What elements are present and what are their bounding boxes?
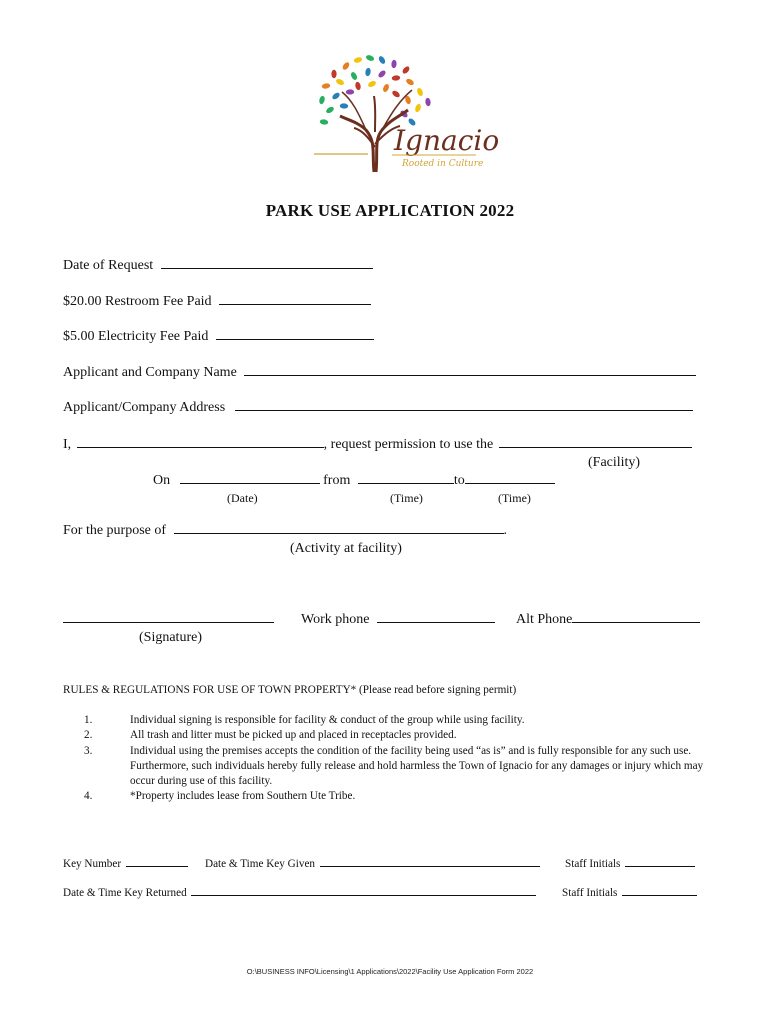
logo-leaf	[391, 60, 397, 69]
logo-leaf	[382, 83, 390, 93]
on-label: On	[153, 473, 171, 488]
applicant-name-row	[63, 365, 696, 381]
electricity-fee-field[interactable]	[216, 338, 374, 340]
key-returned-label: Date & Time Key Returned	[63, 887, 187, 899]
key-number-label: Key Number	[63, 858, 122, 870]
logo-leaf	[365, 67, 372, 76]
permission-row	[63, 437, 692, 453]
rules-list	[62, 713, 722, 805]
logo-leaf	[350, 71, 358, 81]
logo-tagline: Rooted in Culture	[402, 159, 484, 169]
logo-leaf	[405, 78, 415, 87]
logo-leaf	[416, 87, 424, 97]
logo-leaf	[325, 106, 335, 115]
logo-leaf	[321, 83, 330, 90]
permission-prefix: I,	[63, 437, 72, 452]
logo-leaf	[355, 81, 362, 90]
logo-leaf	[319, 119, 328, 125]
end-time-field[interactable]	[465, 482, 555, 484]
logo-leaf	[392, 75, 401, 81]
restroom-fee-field[interactable]	[219, 303, 371, 305]
applicant-address-field[interactable]	[235, 409, 693, 411]
tree-logo-icon	[296, 52, 500, 174]
use-date-field[interactable]	[180, 482, 320, 484]
signature-row	[63, 612, 274, 628]
logo-leaf	[365, 54, 375, 62]
applicant-address-row	[63, 400, 693, 416]
work-phone-label: Work phone	[301, 612, 370, 627]
applicant-address-label: Applicant/Company Address	[63, 400, 226, 415]
logo-leaf	[367, 80, 377, 89]
footer-path: O:\BUSINESS INFO\Licensing\1 Applications\2022\Facility Use Application Form 2022	[246, 967, 534, 976]
rule-item: 2. All trash and litter must be picked up and placed in receptacles provided.	[84, 729, 457, 742]
electricity-fee-row	[63, 329, 374, 345]
date-time-row	[153, 473, 555, 489]
work-phone-row	[301, 612, 495, 628]
staff-initials-field-2[interactable]	[622, 894, 697, 896]
staff-initials-label-1: Staff Initials	[565, 858, 621, 870]
purpose-label: For the purpose of	[63, 523, 167, 538]
applicant-name-field[interactable]	[244, 374, 696, 376]
logo-leaf	[353, 56, 363, 63]
alt-phone-label: Alt Phone	[516, 612, 573, 627]
staff-initials-field-1[interactable]	[625, 865, 695, 867]
rules-heading: RULES & REGULATIONS FOR USE OF TOWN PROPERTY* (Please read before signing permit)	[63, 684, 517, 696]
alt-phone-field[interactable]	[572, 621, 700, 623]
rule-item: 3. Individual using the premises accepts the condition of the facility being used “as is” and is fully responsible for any such use. Furthermore, such individuals hereby fully release and hold harmless the Town of Ignacio for any damages or injury which may occur during use of this facility.	[84, 744, 704, 788]
key-returned-field[interactable]	[191, 894, 536, 896]
staff-initials-label-2: Staff Initials	[562, 887, 618, 899]
logo-leaf	[401, 65, 410, 75]
date-caption: (Date)	[227, 491, 258, 505]
rule-item: 1. Individual signing is responsible for facility & conduct of the group while using facility.	[84, 714, 525, 726]
logo-leaf	[340, 103, 349, 109]
key-number-field[interactable]	[126, 865, 188, 867]
key-given-label: Date & Time Key Given	[205, 858, 316, 870]
logo-leaf	[378, 55, 387, 65]
purpose-end: .	[503, 523, 508, 538]
restroom-fee-label: $20.00 Restroom Fee Paid	[63, 294, 212, 309]
alt-phone-row	[516, 612, 700, 628]
staff-initials-row-2	[562, 887, 697, 899]
logo-leaf	[341, 61, 350, 71]
date-of-request-row	[63, 258, 373, 274]
date-of-request-field[interactable]	[161, 267, 373, 269]
activity-caption: (Activity at facility)	[290, 541, 402, 556]
key-given-field[interactable]	[320, 865, 540, 867]
key-given-row	[205, 858, 540, 870]
restroom-fee-row	[63, 294, 371, 310]
from-label: from	[323, 473, 351, 488]
logo-leaf	[391, 89, 401, 98]
facility-caption: (Facility)	[588, 455, 641, 470]
start-time-field[interactable]	[358, 482, 454, 484]
electricity-fee-label: $5.00 Electricity Fee Paid	[63, 329, 209, 344]
logo-leaf	[331, 91, 341, 100]
permission-middle: , request permission to use the	[323, 437, 494, 452]
work-phone-field[interactable]	[377, 621, 495, 623]
to-label: to	[453, 473, 465, 488]
purpose-field[interactable]	[174, 532, 504, 534]
staff-initials-row-1	[565, 858, 695, 870]
svg-text:Ignacio: Ignacio	[394, 124, 500, 157]
key-returned-row	[63, 887, 536, 899]
applicant-signature-name-field[interactable]	[77, 446, 324, 448]
ignacio-logo	[296, 52, 500, 174]
applicant-name-label: Applicant and Company Name	[63, 365, 237, 380]
logo-leaf	[318, 95, 325, 104]
key-number-row	[63, 858, 188, 870]
signature-field[interactable]	[63, 621, 274, 623]
start-time-caption: (Time)	[390, 491, 423, 505]
logo-leaf	[425, 98, 431, 107]
facility-field[interactable]	[499, 446, 692, 448]
logo-leaf	[414, 103, 422, 113]
logo-leaf	[335, 78, 345, 86]
logo-leaf	[346, 89, 354, 94]
date-of-request-label: Date of Request	[63, 258, 154, 273]
logo-leaf	[331, 70, 336, 78]
end-time-caption: (Time)	[498, 491, 531, 505]
signature-caption: (Signature)	[139, 630, 202, 645]
page-title: PARK USE APPLICATION 2022	[265, 201, 515, 220]
rule-item: 4. *Property includes lease from Southern Ute Tribe.	[84, 790, 356, 803]
purpose-row	[63, 523, 507, 539]
logo-leaf	[377, 69, 387, 79]
